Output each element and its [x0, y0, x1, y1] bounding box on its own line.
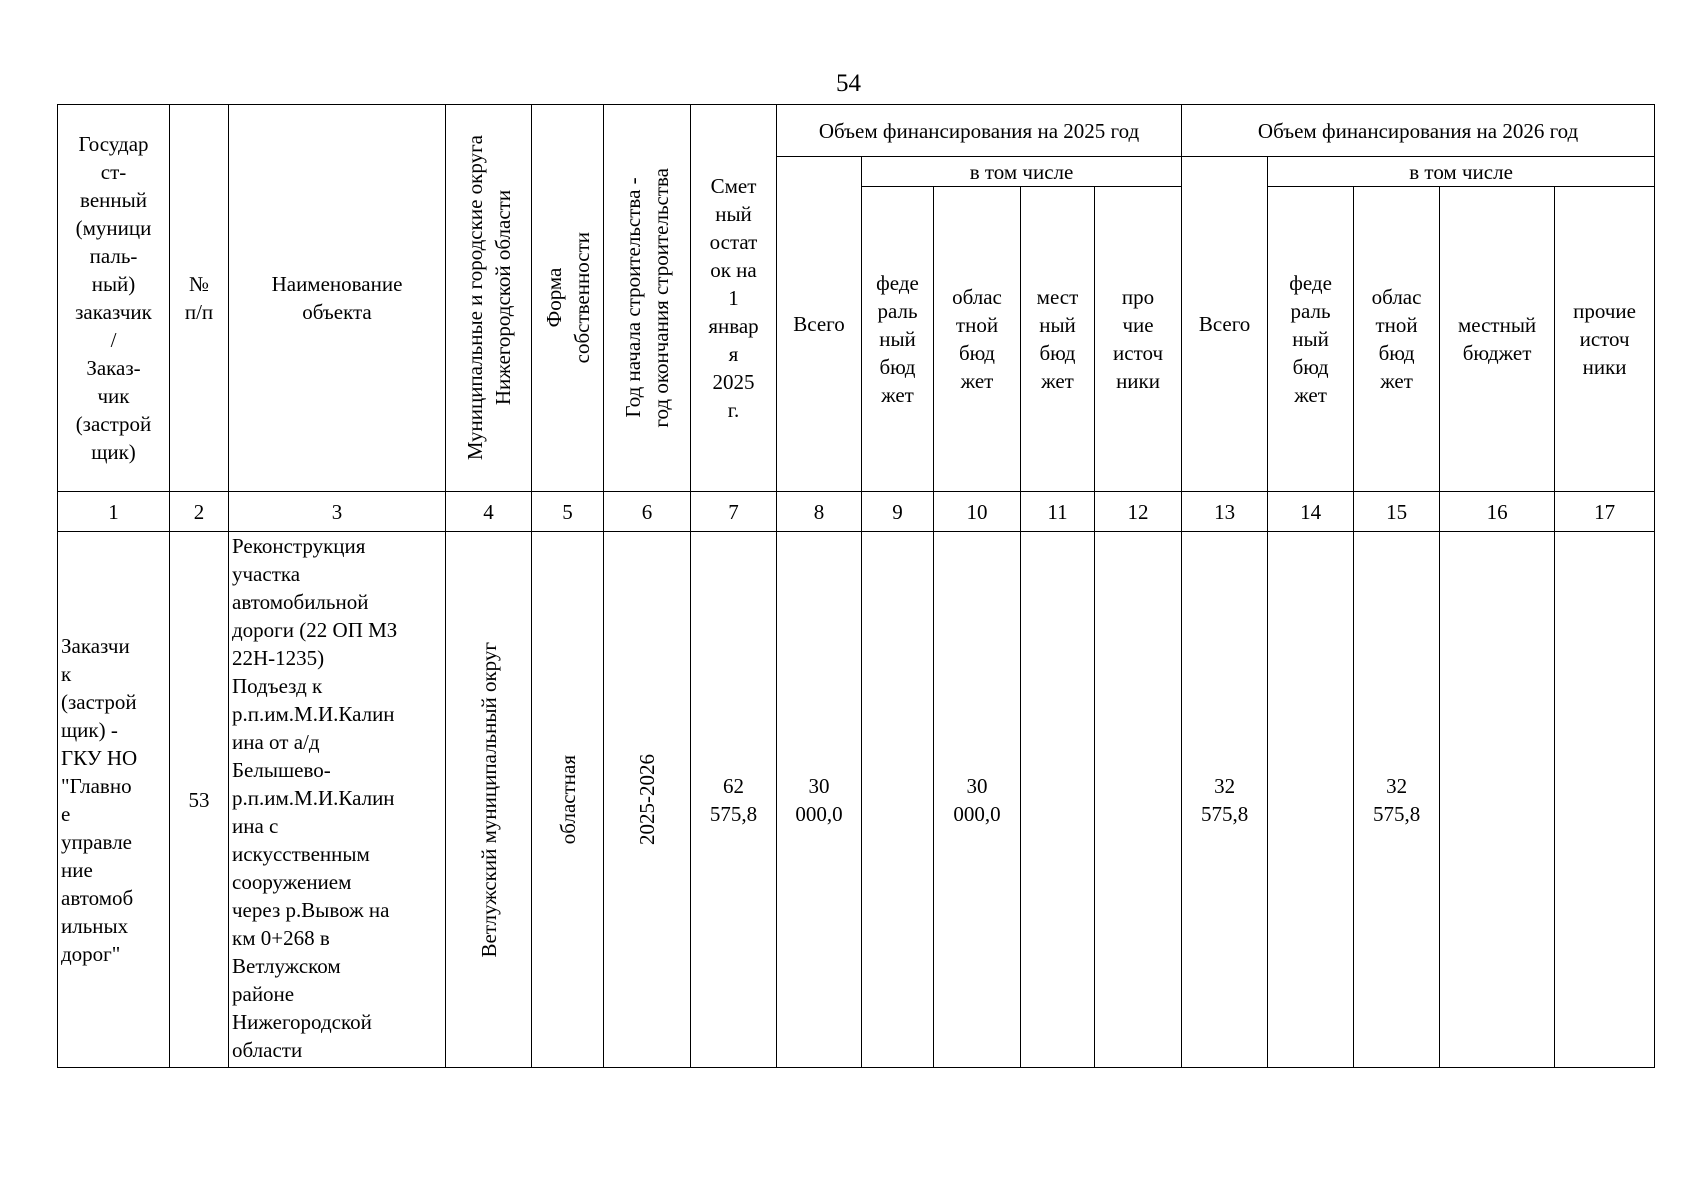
regional-2025-cell: 30 000,0: [934, 532, 1021, 1068]
col-number: 16: [1440, 492, 1555, 532]
header-including-2026: в том числе: [1268, 157, 1655, 187]
header-row-number: № п/п: [170, 105, 229, 492]
header-other-2026: прочие источ ники: [1555, 187, 1655, 492]
district-cell: Ветлужский муниципальный округ: [446, 532, 532, 1068]
col-number: 14: [1268, 492, 1354, 532]
federal-2026-cell: [1268, 532, 1354, 1068]
header-districts: Муниципальные и городские округа Нижегородской области: [446, 105, 532, 492]
header-regional-2025: облас тной бюд жет: [934, 187, 1021, 492]
header-federal-2026: феде раль ный бюд жет: [1268, 187, 1354, 492]
regional-2026-cell: 32 575,8: [1354, 532, 1440, 1068]
header-including-2025: в том числе: [862, 157, 1182, 187]
header-financing-2025: Объем финансирования на 2025 год: [777, 105, 1182, 157]
other-2026-cell: [1555, 532, 1655, 1068]
header-federal-2025: феде раль ный бюд жет: [862, 187, 934, 492]
financing-table: [57, 104, 1655, 1068]
header-customer: Государ ст- венный (муници паль- ный) заказчик / Заказ- чик (застрой щик): [58, 105, 170, 492]
other-2025-cell: [1095, 532, 1182, 1068]
page-number: 54: [836, 70, 861, 97]
col-number: 8: [777, 492, 862, 532]
header-total-2025: Всего: [777, 157, 862, 492]
header-total-2026: Всего: [1182, 157, 1268, 492]
header-object-name: Наименование объекта: [229, 105, 446, 492]
col-number: 4: [446, 492, 532, 532]
col-number: 12: [1095, 492, 1182, 532]
col-number: 17: [1555, 492, 1655, 532]
col-number: 11: [1021, 492, 1095, 532]
object-name-cell: Реконструкция участка автомобильной дороги (22 ОП МЗ 22Н-1235) Подъезд к р.п.им.М.И.Калин ина от а/д Белышево- р.п.им.М.И.Калин ина с искусственным сооружением через р.Вывож на км 0+268 в Ветлужском районе Нижегородской области: [229, 532, 446, 1068]
col-number: 15: [1354, 492, 1440, 532]
col-number: 1: [58, 492, 170, 532]
header-ownership: Форма собственности: [532, 105, 604, 492]
header-years: Год начала строительства - год окончания строительства: [604, 105, 691, 492]
header-other-2025: про чие источ ники: [1095, 187, 1182, 492]
table-row: [58, 532, 1655, 1068]
header-estimated-remainder: Смет ный остат ок на 1 январ я 2025 г.: [691, 105, 777, 492]
col-number: 2: [170, 492, 229, 532]
row-number-cell: 53: [170, 532, 229, 1068]
header-local-2025: мест ный бюд жет: [1021, 187, 1095, 492]
header-regional-2026: облас тной бюд жет: [1354, 187, 1440, 492]
local-2026-cell: [1440, 532, 1555, 1068]
years-cell: 2025-2026: [604, 532, 691, 1068]
col-number: 6: [604, 492, 691, 532]
header-financing-2026: Объем финансирования на 2026 год: [1182, 105, 1655, 157]
ownership-cell: областная: [532, 532, 604, 1068]
col-number: 13: [1182, 492, 1268, 532]
customer-cell: Заказчи к (застрой щик) - ГКУ НО "Главно е управле ние автомоб ильных дорог": [58, 532, 170, 1068]
col-number: 7: [691, 492, 777, 532]
col-number: 5: [532, 492, 604, 532]
remaining-cell: 62 575,8: [691, 532, 777, 1068]
column-number-row: [58, 492, 1655, 532]
col-number: 3: [229, 492, 446, 532]
local-2025-cell: [1021, 532, 1095, 1068]
total-2026-cell: 32 575,8: [1182, 532, 1268, 1068]
col-number: 10: [934, 492, 1021, 532]
federal-2025-cell: [862, 532, 934, 1068]
col-number: 9: [862, 492, 934, 532]
total-2025-cell: 30 000,0: [777, 532, 862, 1068]
header-local-2026: местный бюджет: [1440, 187, 1555, 492]
